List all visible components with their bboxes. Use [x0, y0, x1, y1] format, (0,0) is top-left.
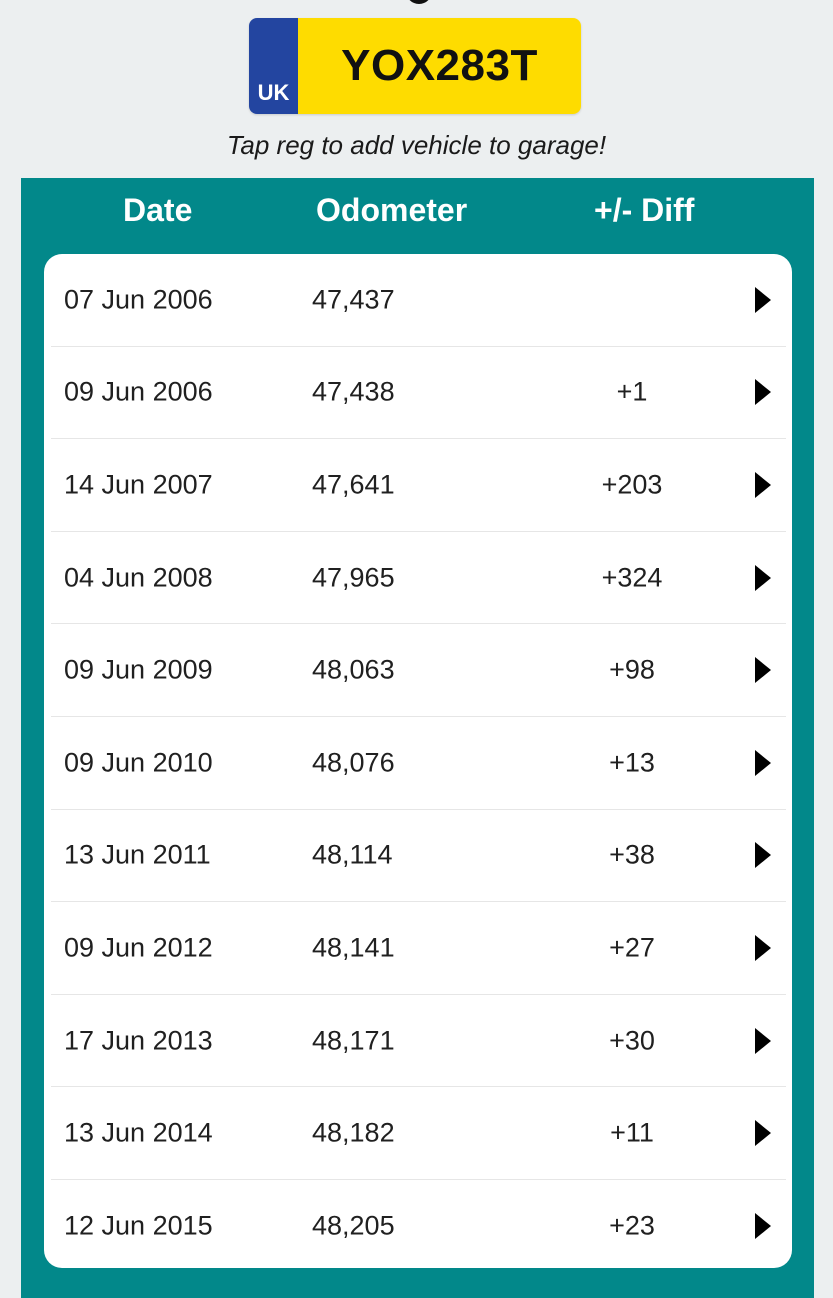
table-row[interactable]: [51, 254, 786, 347]
row-date: 13 Jun 2014: [64, 1117, 213, 1148]
row-odometer: 48,205: [312, 1210, 395, 1241]
table-header: [21, 178, 814, 248]
mileage-table-card: [44, 254, 792, 1268]
play-arrow-icon[interactable]: [755, 472, 771, 498]
table-row[interactable]: [51, 532, 786, 625]
table-row[interactable]: [51, 717, 786, 810]
row-diff: +27: [609, 932, 655, 963]
row-diff: +38: [609, 839, 655, 870]
play-arrow-icon[interactable]: [755, 657, 771, 683]
row-date: 12 Jun 2015: [64, 1210, 213, 1241]
row-odometer: 47,438: [312, 376, 395, 407]
table-row[interactable]: [51, 624, 786, 717]
play-arrow-icon[interactable]: [755, 1213, 771, 1239]
row-odometer: 48,076: [312, 747, 395, 778]
row-odometer: 48,171: [312, 1025, 395, 1056]
play-arrow-icon[interactable]: [755, 1120, 771, 1146]
row-odometer: 48,114: [312, 839, 393, 870]
table-row[interactable]: [51, 439, 786, 532]
play-arrow-icon[interactable]: [755, 842, 771, 868]
row-diff: +1: [616, 376, 648, 407]
column-header-date: Date: [123, 192, 193, 228]
row-diff: +98: [609, 654, 655, 685]
row-diff: +30: [609, 1025, 655, 1056]
row-date: 09 Jun 2012: [64, 932, 213, 963]
row-odometer: 47,437: [312, 284, 395, 315]
table-row[interactable]: [51, 902, 786, 995]
row-diff: +11: [610, 1117, 654, 1148]
play-arrow-icon[interactable]: [755, 1028, 771, 1054]
row-date: 14 Jun 2007: [64, 469, 213, 500]
play-arrow-icon[interactable]: [755, 379, 771, 405]
row-odometer: 47,965: [312, 562, 395, 593]
add-to-garage-hint: Tap reg to add vehicle to garage!: [226, 130, 607, 160]
table-row[interactable]: [51, 810, 786, 903]
play-arrow-icon[interactable]: [755, 935, 771, 961]
column-header-diff: +/- Diff: [594, 192, 695, 228]
row-date: 13 Jun 2011: [64, 839, 211, 870]
play-arrow-icon[interactable]: [755, 287, 771, 313]
table-row[interactable]: [51, 995, 786, 1088]
row-odometer: 48,141: [312, 932, 395, 963]
row-date: 04 Jun 2008: [64, 562, 213, 593]
row-odometer: 47,641: [312, 469, 395, 500]
registration-plate[interactable]: [249, 18, 581, 114]
play-arrow-icon[interactable]: [755, 750, 771, 776]
row-date: 09 Jun 2006: [64, 376, 213, 407]
row-date: 09 Jun 2009: [64, 654, 213, 685]
row-date: 17 Jun 2013: [64, 1025, 213, 1056]
plate-registration[interactable]: YOX283T: [298, 18, 581, 114]
row-diff: +13: [609, 747, 655, 778]
row-date: 09 Jun 2010: [64, 747, 213, 778]
row-diff: +23: [609, 1210, 655, 1241]
plate-country-badge: UK: [249, 18, 298, 114]
column-header-odometer: Odometer: [316, 192, 468, 228]
table-row[interactable]: [51, 1087, 786, 1180]
row-diff: +324: [601, 562, 663, 593]
row-diff: +203: [601, 469, 663, 500]
table-row[interactable]: [51, 1180, 786, 1273]
play-arrow-icon[interactable]: [755, 565, 771, 591]
table-row[interactable]: [51, 347, 786, 440]
row-odometer: 48,182: [312, 1117, 395, 1148]
row-date: 07 Jun 2006: [64, 284, 213, 315]
mileage-history-panel: [21, 178, 814, 1298]
header-title-fragment: [406, 0, 432, 4]
row-odometer: 48,063: [312, 654, 395, 685]
mileage-table-rows: [51, 254, 786, 1273]
